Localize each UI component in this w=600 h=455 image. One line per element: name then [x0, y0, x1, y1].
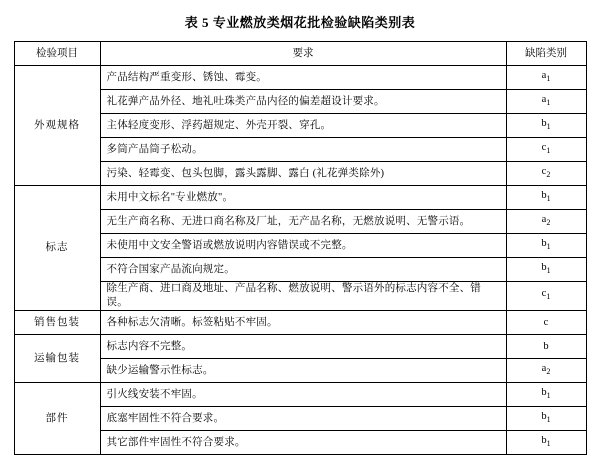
- defect-letter: b: [541, 434, 547, 446]
- table-row: [14, 258, 586, 282]
- defect-letter: b: [541, 261, 547, 273]
- requirement-cell: 标志内容不完整。: [100, 335, 506, 359]
- defect-subscript: 1: [546, 439, 551, 449]
- defect-letter: a: [541, 362, 547, 374]
- defect-subscript: 1: [546, 194, 551, 204]
- defect-category-cell: [506, 359, 586, 383]
- defect-subscript: 2: [546, 218, 551, 228]
- defect-category-cell: [506, 258, 586, 282]
- defect-category-cell: [506, 66, 586, 90]
- defect-letter: b: [541, 410, 547, 422]
- table-header-row: [14, 42, 586, 66]
- requirement-cell: 未用中文标名"专业燃放"。: [100, 186, 506, 210]
- table-row: [14, 114, 586, 138]
- defect-letter: b: [541, 117, 547, 129]
- defect-letter: b: [541, 386, 547, 398]
- table-body: [14, 66, 586, 455]
- table-row: [14, 138, 586, 162]
- defect-subscript: 1: [546, 122, 551, 132]
- defect-letter: a: [541, 93, 547, 105]
- defect-subscript: 1: [546, 98, 551, 108]
- defect-category-cell: [506, 311, 586, 335]
- defect-category-cell: [506, 407, 586, 431]
- table-row: [14, 407, 586, 431]
- defect-category-cell: [506, 210, 586, 234]
- defect-letter: a: [541, 69, 547, 81]
- defect-category-cell: [506, 162, 586, 186]
- defect-category-cell: [506, 282, 586, 311]
- defect-category-cell: [506, 383, 586, 407]
- table-row: [14, 66, 586, 90]
- table-row: [14, 90, 586, 114]
- defect-category-cell: [506, 335, 586, 359]
- requirement-cell: 主体轻度变形、浮药超规定、外壳开裂、穿孔。: [100, 114, 506, 138]
- defect-category-cell: [506, 186, 586, 210]
- defect-letter: b: [541, 237, 547, 249]
- inspection-item-cell: 销售包装: [14, 311, 100, 335]
- table-row: [14, 383, 586, 407]
- requirement-cell: 多筒产品筒子松动。: [100, 138, 506, 162]
- defect-subscript: 1: [546, 242, 551, 252]
- table-row: [14, 311, 586, 335]
- defect-subscript: 2: [546, 367, 551, 377]
- table-row: [14, 282, 586, 311]
- defect-letter: a: [541, 213, 547, 225]
- column-header-inspection-item: 检验项目: [14, 42, 100, 66]
- defect-letter: c: [543, 316, 549, 328]
- requirement-cell: 未使用中文安全警语或燃放说明内容错误或不完整。: [100, 234, 506, 258]
- inspection-item-cell: 部件: [14, 383, 100, 455]
- requirement-cell: 引火线安装不牢固。: [100, 383, 506, 407]
- table-row: [14, 431, 586, 455]
- requirement-cell: 底塞牢固性不符合要求。: [100, 407, 506, 431]
- table-header: [14, 42, 586, 66]
- defect-category-cell: [506, 90, 586, 114]
- requirement-cell: 各种标志欠清晰。标签粘贴不牢固。: [100, 311, 506, 335]
- defect-letter: b: [541, 189, 547, 201]
- requirement-cell: 礼花弹产品外径、地礼吐珠类产品内径的偏差超设计要求。: [100, 90, 506, 114]
- defect-category-cell: [506, 114, 586, 138]
- column-header-defect-category: 缺陷类别: [506, 42, 586, 66]
- inspection-item-cell: 外观规格: [14, 66, 100, 186]
- defect-category-table: [14, 41, 587, 455]
- requirement-cell: 污染、轻霉变、包头包脚，露头露脚、露白 (礼花弹类除外): [100, 162, 506, 186]
- requirement-cell: 缺少运输警示性标志。: [100, 359, 506, 383]
- defect-category-cell: [506, 431, 586, 455]
- column-header-requirement: 要求: [100, 42, 506, 66]
- defect-category-cell: [506, 138, 586, 162]
- requirement-cell: 无生产商名称、无进口商名称及厂址，无产品名称，无燃放说明、无警示语。: [100, 210, 506, 234]
- table-row: [14, 335, 586, 359]
- defect-subscript: 1: [546, 74, 551, 84]
- requirement-cell: 不符合国家产品流向规定。: [100, 258, 506, 282]
- table-row: [14, 186, 586, 210]
- defect-letter: c: [541, 165, 547, 177]
- defect-letter: c: [541, 288, 547, 300]
- page-title: 表 5 专业燃放类烟花批检验缺陷类别表: [184, 15, 416, 30]
- requirement-cell: 产品结构严重变形、锈蚀、霉变。: [100, 66, 506, 90]
- table-row: [14, 162, 586, 186]
- requirement-cell: 其它部件牢固性不符合要求。: [100, 431, 506, 455]
- inspection-item-cell: 运输包装: [14, 335, 100, 383]
- requirement-cell: 除生产商、进口商及地址、产品名称、燃放说明、警示语外的标志内容不全、错误。: [100, 282, 506, 311]
- defect-subscript: 1: [546, 391, 551, 401]
- defect-subscript: 1: [546, 415, 551, 425]
- inspection-item-cell: 标志: [14, 186, 100, 311]
- defect-letter: b: [543, 340, 549, 352]
- table-row: [14, 359, 586, 383]
- defect-subscript: 1: [546, 266, 551, 276]
- defect-subscript: 1: [546, 292, 551, 302]
- defect-subscript: 2: [546, 170, 551, 180]
- table-row: [14, 210, 586, 234]
- table-row: [14, 234, 586, 258]
- defect-category-cell: [506, 234, 586, 258]
- defect-subscript: 1: [546, 146, 551, 156]
- defect-letter: c: [541, 141, 547, 153]
